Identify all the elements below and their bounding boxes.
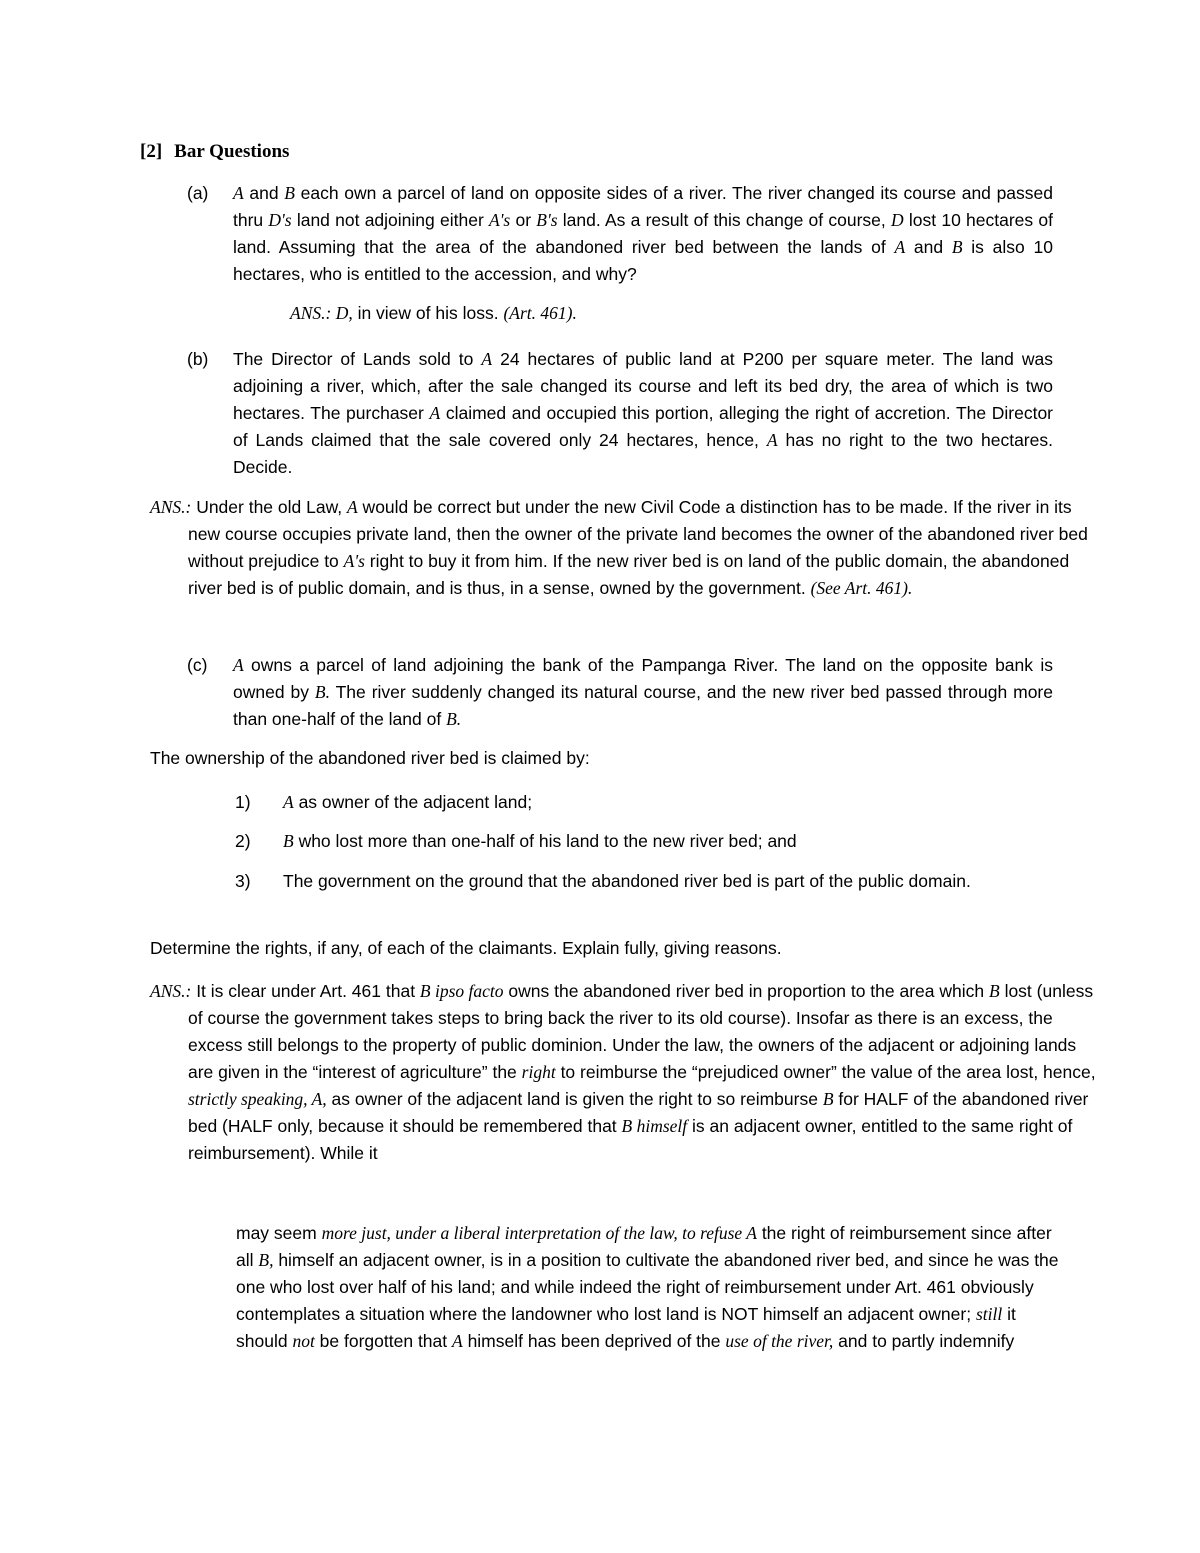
answer-a: ANS.: D, in view of his loss. (Art. 461). — [290, 303, 577, 323]
claim-3-text: The government on the ground that the abandoned river bed is part of the public domain. — [283, 871, 971, 891]
determine-instruction: Determine the rights, if any, of each of the claimants. Explain fully, giving reasons. — [150, 938, 782, 958]
question-a-label: (a) — [187, 183, 209, 203]
question-b-text: The Director of Lands sold to A 24 hectares of public land at P200 per square meter. The land was adjoining a river, which, after the sale changed its course and left its bed dry, the area of which is two hectares. The purchaser A claimed and occupied this portion, alleging the right of accretion. The Director of Lands claimed that the sale covered only 24 hectares, hence, A has no right to the two hectares. Decide. — [233, 349, 1054, 477]
claim-3-number: 3) — [235, 871, 251, 891]
claim-2-text: B who lost more than one-half of his land to the new river bed; and — [283, 831, 797, 851]
question-b-label: (b) — [187, 349, 209, 369]
section-heading — [140, 141, 289, 163]
claim-1-number: 1) — [235, 792, 251, 812]
claim-1-text: A as owner of the adjacent land; — [283, 792, 533, 812]
section-title: Bar Questions — [174, 141, 290, 162]
answer-c: ANS.: It is clear under Art. 461 that B ipso facto owns the abandoned river bed in proportion to the area which B lost (unless of course the government takes steps to bring back the river to its old course). Insofar as there is an excess, the excess still belongs to the property of public dominion. Under the law, the owners of the adjacent or adjoining lands are given in the “interest of agriculture” the right to reimburse the “prejudiced owner” the value of the area lost, hence, strictly speaking, A, as owner of the adjacent land is given the right to so reimburse B for HALF of the abandoned river bed (HALF only, because it should be remembered that B himself is an adjacent owner, entitled to the same right of reimbursement). While it — [150, 981, 1096, 1163]
answer-b: ANS.: Under the old Law, A would be correct but under the new Civil Code a distinction has to be made. If the river in its new course occupies private land, then the owner of the private land becomes the owner of the abandoned river bed without prejudice to A's right to buy it from him. If the new river bed is on land of the public domain, the abandoned river bed is of public domain, and is thus, in a sense, owned by the government. (See Art. 461). — [150, 497, 1088, 598]
question-a-text: A and B each own a parcel of land on opposite sides of a river. The river changed its course and passed thru D's land not adjoining either A's or B's land. As a result of this change of course, D lost 10 hectares of land. Assuming that the area of the abandoned river bed between the lands of A and B is also 10 hectares, who is entitled to the accession, and why? — [233, 183, 1053, 284]
answer-c-continuation: may seem more just, under a liberal interpretation of the law, to refuse A the right of reimbursement since after all B, himself an adjacent owner, is in a position to cultivate the abandoned river bed, and since he was the one who lost over half of his land; and while indeed the right of reimbursement under Art. 461 obviously contemplates a situation where the landowner who lost land is NOT himself an adjacent owner; still it should not be forgotten that A himself has been deprived of the use of the river, and to partly indemnify — [236, 1223, 1059, 1351]
claim-intro: The ownership of the abandoned river bed is claimed by: — [150, 748, 590, 768]
section-number: [2] — [140, 141, 163, 162]
claim-2-number: 2) — [235, 831, 251, 851]
question-c-label: (c) — [187, 655, 208, 675]
question-c-text: A owns a parcel of land adjoining the bank of the Pampanga River. The land on the opposite bank is owned by B. The river suddenly changed its natural course, and the new river bed passed through more than one-half of the land of B. — [233, 655, 1053, 729]
